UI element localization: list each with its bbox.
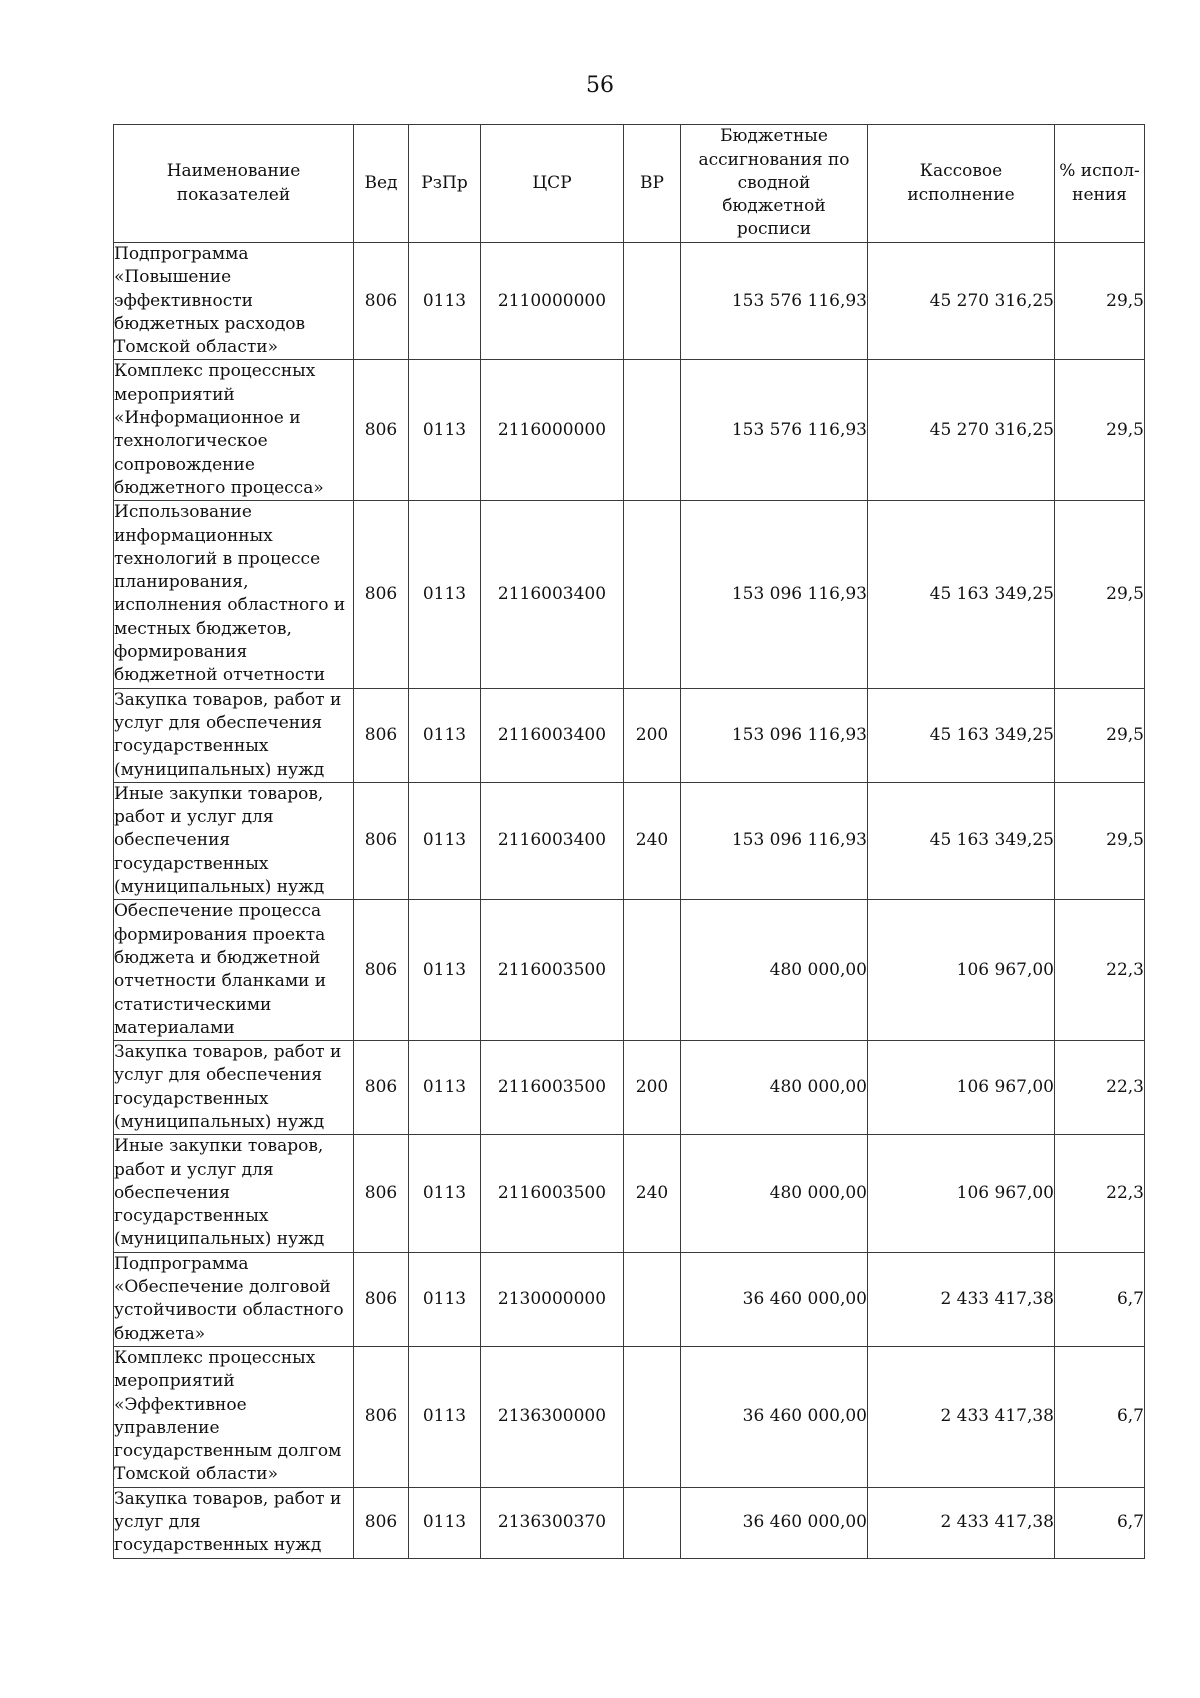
row-executed: 2 433 417,38	[868, 1487, 1055, 1558]
header-name: Наименование показателей	[114, 125, 354, 243]
row-rzpr: 0113	[409, 688, 481, 782]
row-csr: 2136300000	[481, 1346, 624, 1487]
table-row	[114, 1252, 1145, 1346]
row-assigned: 153 576 116,93	[681, 243, 868, 360]
row-assigned: 153 096 116,93	[681, 688, 868, 782]
row-vr	[624, 1346, 681, 1487]
row-rzpr: 0113	[409, 360, 481, 501]
row-vr: 240	[624, 1135, 681, 1252]
page-number: 56	[586, 73, 614, 98]
row-name: Подпрограмма «Обеспечение долговой устойчивости областного бюджета»	[114, 1252, 354, 1346]
row-name: Обеспечение процесса формирования проекта бюджета и бюджетной отчетности бланками и статистическими материалами	[114, 900, 354, 1041]
row-percent: 6,7	[1055, 1252, 1145, 1346]
row-vr	[624, 360, 681, 501]
row-percent: 29,5	[1055, 243, 1145, 360]
row-executed: 45 270 316,25	[868, 360, 1055, 501]
row-ved: 806	[354, 360, 409, 501]
row-name: Закупка товаров, работ и услуг для государственных нужд	[114, 1487, 354, 1558]
row-ved: 806	[354, 1041, 409, 1135]
row-executed: 2 433 417,38	[868, 1346, 1055, 1487]
row-percent: 22,3	[1055, 900, 1145, 1041]
row-assigned: 153 576 116,93	[681, 360, 868, 501]
table-row	[114, 1135, 1145, 1252]
row-percent: 6,7	[1055, 1487, 1145, 1558]
row-csr: 2116003400	[481, 501, 624, 688]
row-percent: 29,5	[1055, 501, 1145, 688]
row-vr	[624, 501, 681, 688]
row-ved: 806	[354, 501, 409, 688]
row-ved: 806	[354, 1346, 409, 1487]
row-assigned: 153 096 116,93	[681, 501, 868, 688]
table-row	[114, 501, 1145, 688]
budget-execution-table	[113, 124, 1145, 1559]
table-row	[114, 900, 1145, 1041]
table-header-row	[114, 125, 1145, 243]
row-assigned: 36 460 000,00	[681, 1252, 868, 1346]
header-ved: Вед	[354, 125, 409, 243]
row-ved: 806	[354, 1252, 409, 1346]
row-assigned: 480 000,00	[681, 900, 868, 1041]
row-executed: 45 163 349,25	[868, 501, 1055, 688]
row-executed: 2 433 417,38	[868, 1252, 1055, 1346]
row-vr: 200	[624, 688, 681, 782]
row-vr	[624, 1252, 681, 1346]
row-vr	[624, 243, 681, 360]
row-name: Использование информационных технологий в процессе планирования, исполнения областного и местных бюджетов, формирования бюджетной отчетности	[114, 501, 354, 688]
header-csr: ЦСР	[481, 125, 624, 243]
row-ved: 806	[354, 1487, 409, 1558]
table-row	[114, 782, 1145, 899]
row-executed: 106 967,00	[868, 900, 1055, 1041]
row-ved: 806	[354, 1135, 409, 1252]
table-row	[114, 1346, 1145, 1487]
row-vr	[624, 900, 681, 1041]
row-name: Подпрограмма «Повышение эффективности бюджетных расходов Томской области»	[114, 243, 354, 360]
row-executed: 45 163 349,25	[868, 782, 1055, 899]
row-csr: 2116000000	[481, 360, 624, 501]
row-vr	[624, 1487, 681, 1558]
row-assigned: 153 096 116,93	[681, 782, 868, 899]
row-percent: 29,5	[1055, 688, 1145, 782]
row-rzpr: 0113	[409, 1135, 481, 1252]
row-rzpr: 0113	[409, 501, 481, 688]
row-assigned: 480 000,00	[681, 1135, 868, 1252]
row-percent: 29,5	[1055, 782, 1145, 899]
row-csr: 2136300370	[481, 1487, 624, 1558]
row-name: Комплекс процессных мероприятий «Эффективное управление государственным долгом Томской области»	[114, 1346, 354, 1487]
row-rzpr: 0113	[409, 1487, 481, 1558]
header-executed: Кассовое исполнение	[868, 125, 1055, 243]
row-csr: 2130000000	[481, 1252, 624, 1346]
row-ved: 806	[354, 688, 409, 782]
row-rzpr: 0113	[409, 243, 481, 360]
row-name: Закупка товаров, работ и услуг для обеспечения государственных (муниципальных) нужд	[114, 688, 354, 782]
row-csr: 2116003500	[481, 1135, 624, 1252]
row-ved: 806	[354, 243, 409, 360]
table-row	[114, 1041, 1145, 1135]
row-ved: 806	[354, 900, 409, 1041]
row-csr: 2116003400	[481, 782, 624, 899]
table-row	[114, 243, 1145, 360]
row-assigned: 36 460 000,00	[681, 1346, 868, 1487]
row-csr: 2116003400	[481, 688, 624, 782]
row-executed: 45 270 316,25	[868, 243, 1055, 360]
row-name: Иные закупки товаров, работ и услуг для обеспечения государственных (муниципальных) нужд	[114, 782, 354, 899]
header-percent: % испол-нения	[1055, 125, 1145, 243]
row-assigned: 480 000,00	[681, 1041, 868, 1135]
row-executed: 45 163 349,25	[868, 688, 1055, 782]
row-executed: 106 967,00	[868, 1135, 1055, 1252]
row-percent: 22,3	[1055, 1041, 1145, 1135]
header-vr: ВР	[624, 125, 681, 243]
row-rzpr: 0113	[409, 1041, 481, 1135]
row-assigned: 36 460 000,00	[681, 1487, 868, 1558]
row-csr: 2110000000	[481, 243, 624, 360]
row-rzpr: 0113	[409, 1252, 481, 1346]
row-percent: 22,3	[1055, 1135, 1145, 1252]
table-row	[114, 360, 1145, 501]
row-vr: 240	[624, 782, 681, 899]
row-csr: 2116003500	[481, 900, 624, 1041]
row-vr: 200	[624, 1041, 681, 1135]
row-rzpr: 0113	[409, 1346, 481, 1487]
row-executed: 106 967,00	[868, 1041, 1055, 1135]
row-name: Комплекс процессных мероприятий «Информационное и технологическое сопровождение бюджетного процесса»	[114, 360, 354, 501]
row-percent: 6,7	[1055, 1346, 1145, 1487]
header-assigned: Бюджетные ассигнования по сводной бюджетной росписи	[681, 125, 868, 243]
table-row	[114, 1487, 1145, 1558]
table-body	[114, 243, 1145, 1559]
row-rzpr: 0113	[409, 782, 481, 899]
row-name: Закупка товаров, работ и услуг для обеспечения государственных (муниципальных) нужд	[114, 1041, 354, 1135]
header-rzpr: РзПр	[409, 125, 481, 243]
row-percent: 29,5	[1055, 360, 1145, 501]
row-ved: 806	[354, 782, 409, 899]
row-rzpr: 0113	[409, 900, 481, 1041]
table-row	[114, 688, 1145, 782]
row-csr: 2116003500	[481, 1041, 624, 1135]
row-name: Иные закупки товаров, работ и услуг для обеспечения государственных (муниципальных) нужд	[114, 1135, 354, 1252]
